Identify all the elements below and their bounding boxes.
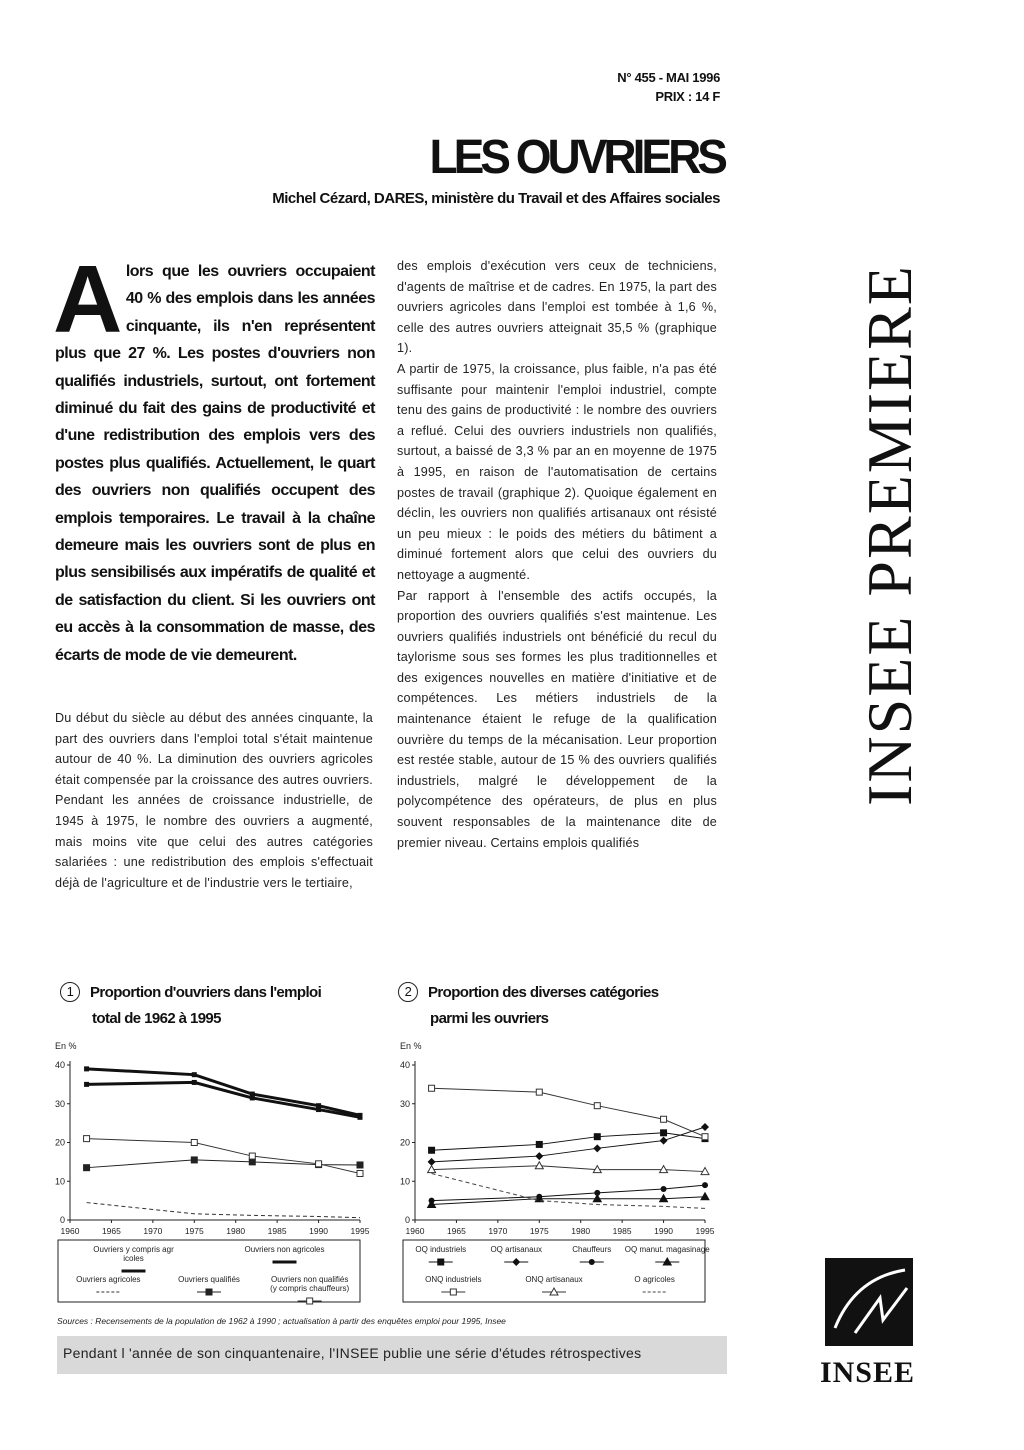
data-point xyxy=(702,1182,708,1188)
series-line xyxy=(87,1082,360,1117)
lead-paragraph xyxy=(53,246,375,669)
legend-label: icoles xyxy=(123,1254,144,1263)
data-point xyxy=(84,1136,90,1142)
data-point xyxy=(192,1072,197,1077)
graph2-number: 2 xyxy=(398,982,418,1002)
data-point xyxy=(84,1066,89,1071)
data-point xyxy=(358,1115,363,1120)
x-tick-label: 1980 xyxy=(226,1226,246,1236)
page-title: LES OUVRIERS xyxy=(429,128,724,184)
data-point xyxy=(593,1144,601,1152)
data-point xyxy=(84,1165,90,1171)
data-point xyxy=(594,1134,600,1140)
data-point xyxy=(249,1159,255,1165)
sources-note: Sources : Recensements de la population de 1962 à 1990 ; actualisation à partir des enquêtes emploi pour 1995, Insee xyxy=(57,1316,506,1326)
y-tick-label: 10 xyxy=(399,1176,410,1187)
graph1-title-line2: total de 1962 à 1995 xyxy=(92,1010,221,1027)
data-point xyxy=(701,1123,709,1131)
legend-label: ONQ industriels xyxy=(425,1275,482,1284)
body-column-1: Du début du siècle au début des années cinquante, la part des ouvriers dans l'emploi total s'était maintenue autour de 40 %. La diminution des ouvriers agricoles était compensée par la croissance des autres ouvriers. Pendant les années de croissance industrielle, de 1945 à 1975, le nombre des ouvriers a augmenté, mais moins vite que celui des autres catégories salariées : une redistribution des emplois s'effectuait déjà de l'agriculture et de l'industrie vers le tertiaire, xyxy=(55,711,373,890)
x-tick-label: 1975 xyxy=(184,1226,204,1236)
issue-price: PRIX : 14 F xyxy=(655,89,720,104)
x-tick-label: 1985 xyxy=(267,1226,287,1236)
y-tick-label: 20 xyxy=(399,1137,410,1148)
logo-emblem xyxy=(825,1258,913,1346)
x-tick-label: 1995 xyxy=(695,1226,715,1236)
series-group xyxy=(84,1136,363,1177)
legend-label: Ouvriers non qualifiés xyxy=(270,1275,349,1284)
data-point xyxy=(192,1080,197,1085)
graph2-title-line1: Proportion des diverses catégories xyxy=(428,984,659,1001)
body-paragraph: Par rapport à l'ensemble des actifs occupés, la proportion des ouvriers qualifiés s'est maintenue. Les ouvriers qualifiés industriels ont bénéficié du recul du taylorisme sous ses formes les plus traditionnelles et des exigences nouvelles en matière d'initiative et de compétences. Les métiers industriels de la maintenance étaient le refuge de la qualification ouvrière du temps de la mécanisation. Leur proportion est restée stable, autour de 15 % des ouvriers qualifiés industriels, malgré le développement de la polycompétence des opérateurs, de plus en plus souvent responsables de la maintenance dite de premier niveau. Certains emplois qualifiés xyxy=(397,588,717,850)
author-line: Michel Cézard, DARES, ministère du Travail et des Affaires sociales xyxy=(272,190,720,207)
series-group xyxy=(87,1203,360,1218)
y-tick-label: 40 xyxy=(399,1060,410,1070)
data-point xyxy=(660,1137,668,1145)
legend-marker xyxy=(450,1289,456,1295)
y-tick-label: 0 xyxy=(404,1215,410,1225)
data-point xyxy=(594,1103,600,1109)
data-point xyxy=(702,1134,708,1140)
y-tick-label: 0 xyxy=(59,1215,65,1225)
data-point xyxy=(661,1116,667,1122)
x-tick-label: 1990 xyxy=(309,1226,329,1236)
x-tick-label: 1980 xyxy=(571,1226,591,1236)
x-tick-label: 1970 xyxy=(143,1226,163,1236)
series-group xyxy=(428,1162,709,1175)
data-point xyxy=(357,1171,363,1177)
graph2-title-line2: parmi les ouvriers xyxy=(430,1010,549,1027)
data-point xyxy=(701,1193,709,1200)
data-point xyxy=(535,1152,543,1160)
data-point xyxy=(316,1107,321,1112)
issue-number: N° 455 - MAI 1996 xyxy=(617,70,720,85)
x-tick-label: 1970 xyxy=(488,1226,508,1236)
data-point xyxy=(357,1162,363,1168)
banner-text: Pendant l 'année de son cinquantenaire, l'INSEE publie une série d'études rétrospectives xyxy=(63,1345,642,1361)
brand-text: INSEE PREMIERE xyxy=(854,264,925,806)
data-point xyxy=(536,1141,542,1147)
data-point xyxy=(316,1161,322,1167)
legend-marker xyxy=(589,1259,595,1265)
data-point xyxy=(84,1082,89,1087)
legend-label: OQ artisanaux xyxy=(490,1245,543,1254)
legend-label: Chauffeurs xyxy=(572,1245,612,1254)
x-tick-label: 1965 xyxy=(446,1226,466,1236)
legend-label: OQ manut. magasinage xyxy=(624,1245,710,1254)
data-point xyxy=(661,1186,667,1192)
insee-logo xyxy=(819,1258,915,1408)
y-axis-unit-label: En % xyxy=(55,1041,77,1051)
data-point xyxy=(429,1085,435,1091)
logo-emblem-icon xyxy=(825,1258,913,1346)
graph1-heading xyxy=(60,980,380,1032)
footer-banner xyxy=(57,1336,727,1374)
chart-2 xyxy=(395,1035,725,1315)
data-point xyxy=(536,1089,542,1095)
y-tick-label: 30 xyxy=(54,1098,65,1109)
legend-label: Ouvriers non agricoles xyxy=(244,1245,325,1254)
legend-label: Ouvriers qualifiés xyxy=(178,1275,240,1284)
y-axis-unit-label: En % xyxy=(400,1041,422,1051)
x-tick-label: 1990 xyxy=(654,1226,674,1236)
data-point xyxy=(191,1140,197,1146)
y-tick-label: 40 xyxy=(54,1060,65,1070)
x-tick-label: 1985 xyxy=(612,1226,632,1236)
legend-label: Ouvriers agricoles xyxy=(76,1275,141,1284)
logo-text: INSEE xyxy=(819,1356,915,1389)
data-point xyxy=(429,1147,435,1153)
legend-label: (y compris chauffeurs) xyxy=(270,1284,350,1293)
x-tick-label: 1965 xyxy=(101,1226,121,1236)
drop-cap: A xyxy=(53,246,122,353)
y-tick-label: 30 xyxy=(399,1098,410,1109)
legend-marker xyxy=(206,1289,212,1295)
graph2-heading xyxy=(398,980,718,1032)
brand-vertical xyxy=(855,170,925,900)
lead-text: lors que les ouvriers occupaient 40 % des emplois dans les années cinquante, ils n'en représentent plus que 27 %. Les postes d'ouvriers non qualifiés industriels, surtout, ont fortement diminué du fait des gains de productivité et d'une redistribution des emplois vers des postes plus qualifiés. Actuellement, le quart des ouvriers non qualifiés occupent des emplois temporaires. Le travail à la chaîne demeure mais les ouvriers sont de plus en plus sensibilisés aux impératifs de qualité et de satisfaction du client. Si les ouvriers ont eu accès à la consommation de masse, des écarts de mode de vie demeurent. xyxy=(55,263,375,664)
body-column-2 xyxy=(397,256,717,853)
data-point xyxy=(661,1130,667,1136)
graph1-number: 1 xyxy=(60,982,80,1002)
legend-label: ONQ artisanaux xyxy=(525,1275,583,1284)
series-line xyxy=(87,1139,360,1174)
issue-info xyxy=(540,68,720,106)
legend-marker xyxy=(307,1298,313,1304)
body-paragraph: A partir de 1975, la croissance, plus faible, n'a pas été suffisante pour maintenir l'emploi industriel, compte tenu des gains de productivité : le nombre des ouvriers a reflué. Celui des ouvriers industriels non qualifiés, surtout, a baissé de 3,3 % par an en moyenne de 1975 à 1995, en raison de l'automatisation de certains postes de travail (graphique 2). Quoique également en déclin, les ouvriers non qualifiés artisanaux ont résisté un peu mieux : le poids des métiers du bâtiment a diminué fortement alors que celui des ouvriers du nettoyage a augmenté. xyxy=(397,361,717,582)
data-point xyxy=(535,1162,543,1169)
x-tick-label: 1960 xyxy=(60,1226,80,1236)
chart-1 xyxy=(50,1035,380,1315)
x-tick-label: 1960 xyxy=(405,1226,425,1236)
legend-label: O agricoles xyxy=(634,1275,675,1284)
body-paragraph: des emplois d'exécution vers ceux de techniciens, d'agents de maîtrise et de cadres. En 1975, la part des ouvriers agricoles dans l'emploi est tombée à 1,6 %, celle des autres ouvriers atteignait 35,5 % (graphique 1). xyxy=(397,259,717,356)
y-tick-label: 20 xyxy=(54,1137,65,1148)
series-line xyxy=(87,1203,360,1218)
data-point xyxy=(249,1153,255,1159)
x-tick-label: 1995 xyxy=(350,1226,370,1236)
legend-label: Ouvriers y compris agr xyxy=(93,1245,174,1254)
y-tick-label: 10 xyxy=(54,1176,65,1187)
legend-marker xyxy=(438,1259,444,1265)
data-point xyxy=(250,1095,255,1100)
data-point xyxy=(191,1157,197,1163)
graph1-title-line1: Proportion d'ouvriers dans l'emploi xyxy=(90,984,322,1001)
legend-label: OQ industriels xyxy=(415,1245,467,1254)
x-tick-label: 1975 xyxy=(529,1226,549,1236)
